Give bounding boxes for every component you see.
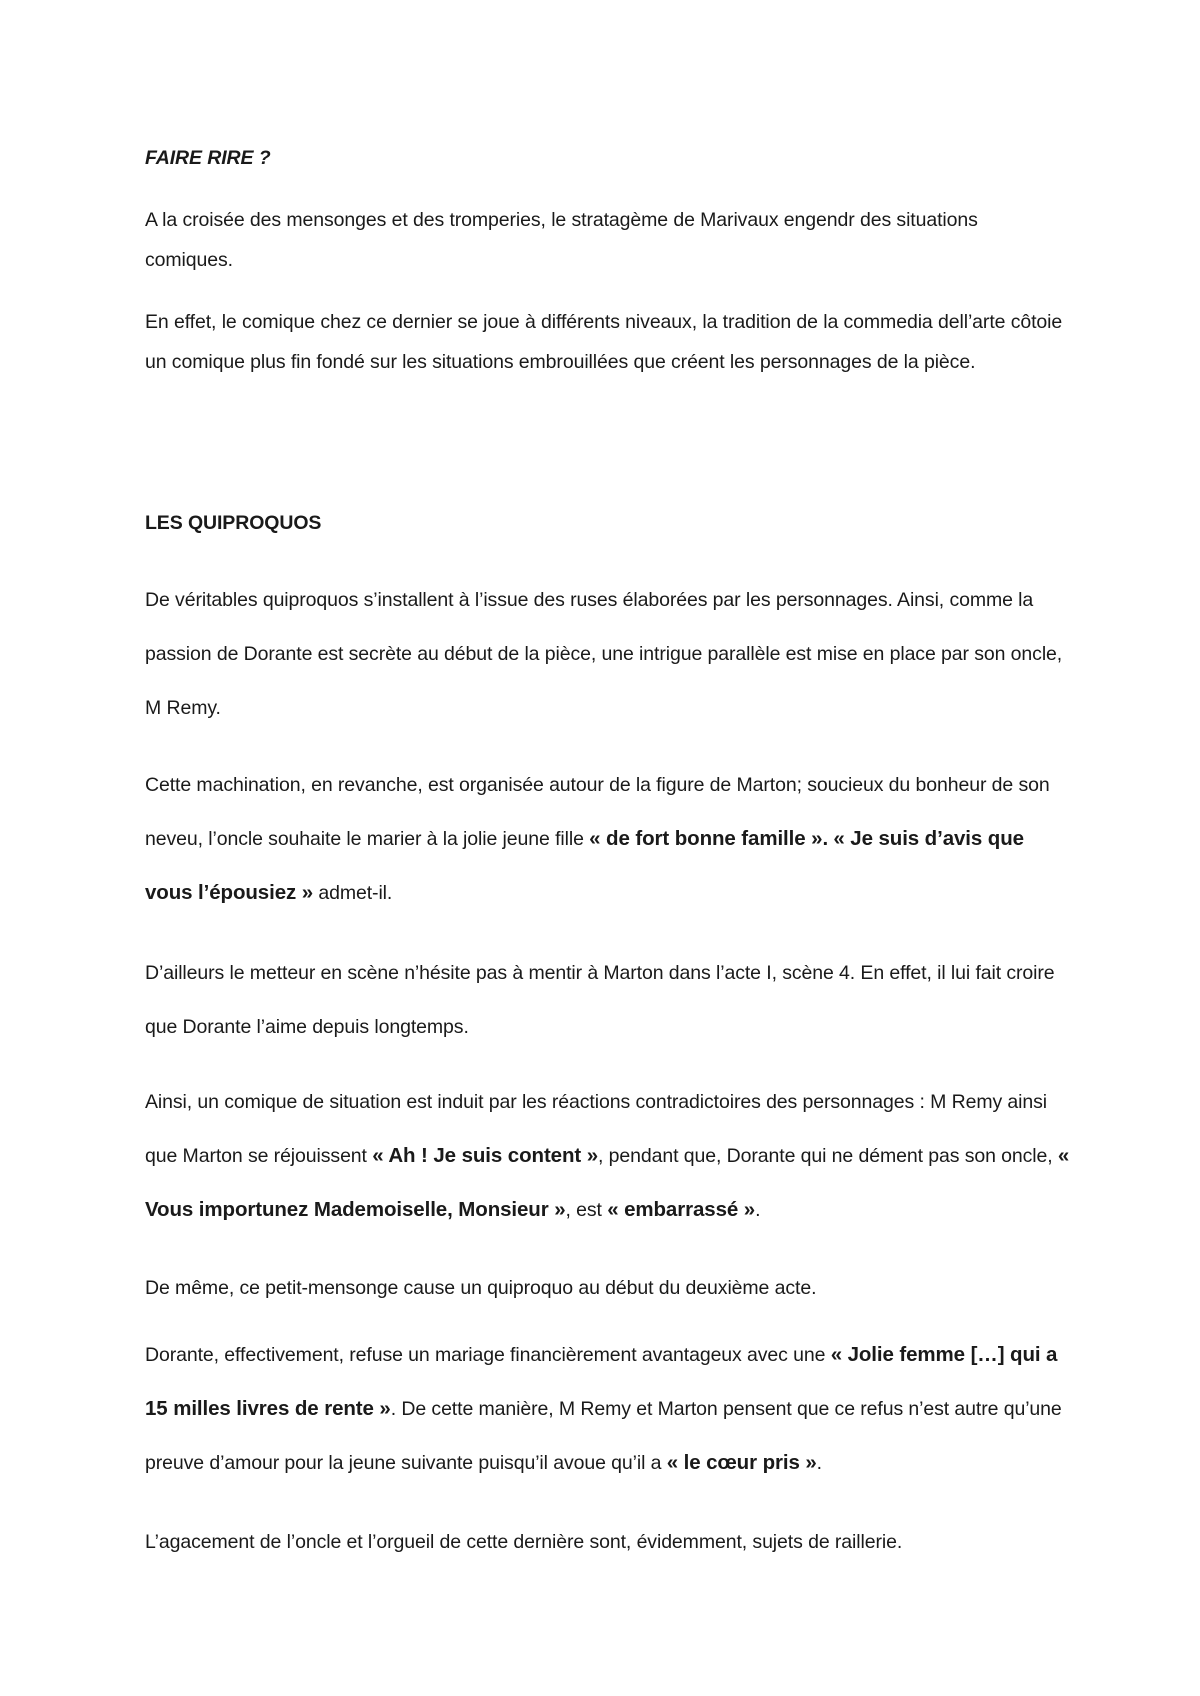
quote-suis-content: « Ah ! Je suis content »: [372, 1144, 599, 1167]
quote-bonne-famille: « de fort bonne famille ».: [589, 827, 829, 850]
paragraph-quiproquos-intro: De véritables quiproquos s’installent à l’issue des ruses élaborées par les personnages. Ainsi, comme la passion de Dorante est secrète au début de la pièce, une intrigue parallèle est mise en place par son oncle, M Remy.: [145, 589, 1063, 719]
text-span: .: [816, 1452, 822, 1474]
text-span: Dorante, effectivement, refuse un mariage financièrement avantageux avec une: [145, 1344, 831, 1366]
heading-quiproquos: LES QUIPROQUOS: [145, 512, 322, 534]
text-span: admet-il.: [313, 882, 393, 904]
text-span: , pendant que, Dorante qui ne dément pas son oncle,: [598, 1145, 1058, 1167]
paragraph-machination: [145, 758, 1070, 920]
paragraph-comique-situation: [145, 1075, 1070, 1237]
quote-embarrasse: « embarrassé »: [607, 1198, 756, 1221]
text-span: .: [755, 1199, 761, 1221]
quote-jolie-femme: « Jolie femme […] qui a 15 milles livres de rente »: [145, 1343, 1058, 1420]
text-span: . De cette manière, M Remy et Marton pensent que ce refus n’est autre qu’une preuve d’amour pour la jeune suivante puisqu’il avoue qu’il a: [145, 1398, 1062, 1474]
paragraph-deuxieme-acte: De même, ce petit-mensonge cause un quiproquo au début du deuxième acte.: [145, 1277, 817, 1299]
paragraph-raillerie: L’agacement de l’oncle et l’orgueil de cette dernière sont, évidemment, sujets de raillerie.: [145, 1531, 903, 1553]
text-span: , est: [565, 1199, 608, 1221]
text-span: Ainsi, un comique de situation est induit par les réactions contradictoires des personnages : M Remy ainsi que Marton se réjouissent: [145, 1091, 1048, 1167]
quote-importunez: « Vous importunez Mademoiselle, Monsieur »: [145, 1144, 1070, 1221]
text-span: Cette machination, en revanche, est organisée autour de la figure de Marton; soucieux du bonheur de son neveu, l’oncle souhaite le marier à la jolie jeune fille: [145, 774, 1050, 850]
paragraph-intro: A la croisée des mensonges et des tromperies, le stratagème de Marivaux engendr des situations comiques.: [145, 209, 978, 271]
paragraph-comique: En effet, le comique chez ce dernier se joue à différents niveaux, la tradition de la commedia dell’arte côtoie un comique plus fin fondé sur les situations embrouillées que créent les personnages de la pièce.: [145, 311, 1063, 373]
quote-coeur-pris: « le cœur pris »: [666, 1451, 817, 1474]
paragraph-mariage-refuse: [145, 1328, 1070, 1490]
heading-faire-rire: FAIRE RIRE ?: [145, 147, 271, 169]
quote-epousiez: « Je suis d’avis que vous l’épousiez »: [145, 827, 1024, 904]
paragraph-mensonge-marton: D’ailleurs le metteur en scène n’hésite pas à mentir à Marton dans l’acte I, scène 4. En effet, il lui fait croire que Dorante l’aime depuis longtemps.: [145, 962, 1055, 1038]
